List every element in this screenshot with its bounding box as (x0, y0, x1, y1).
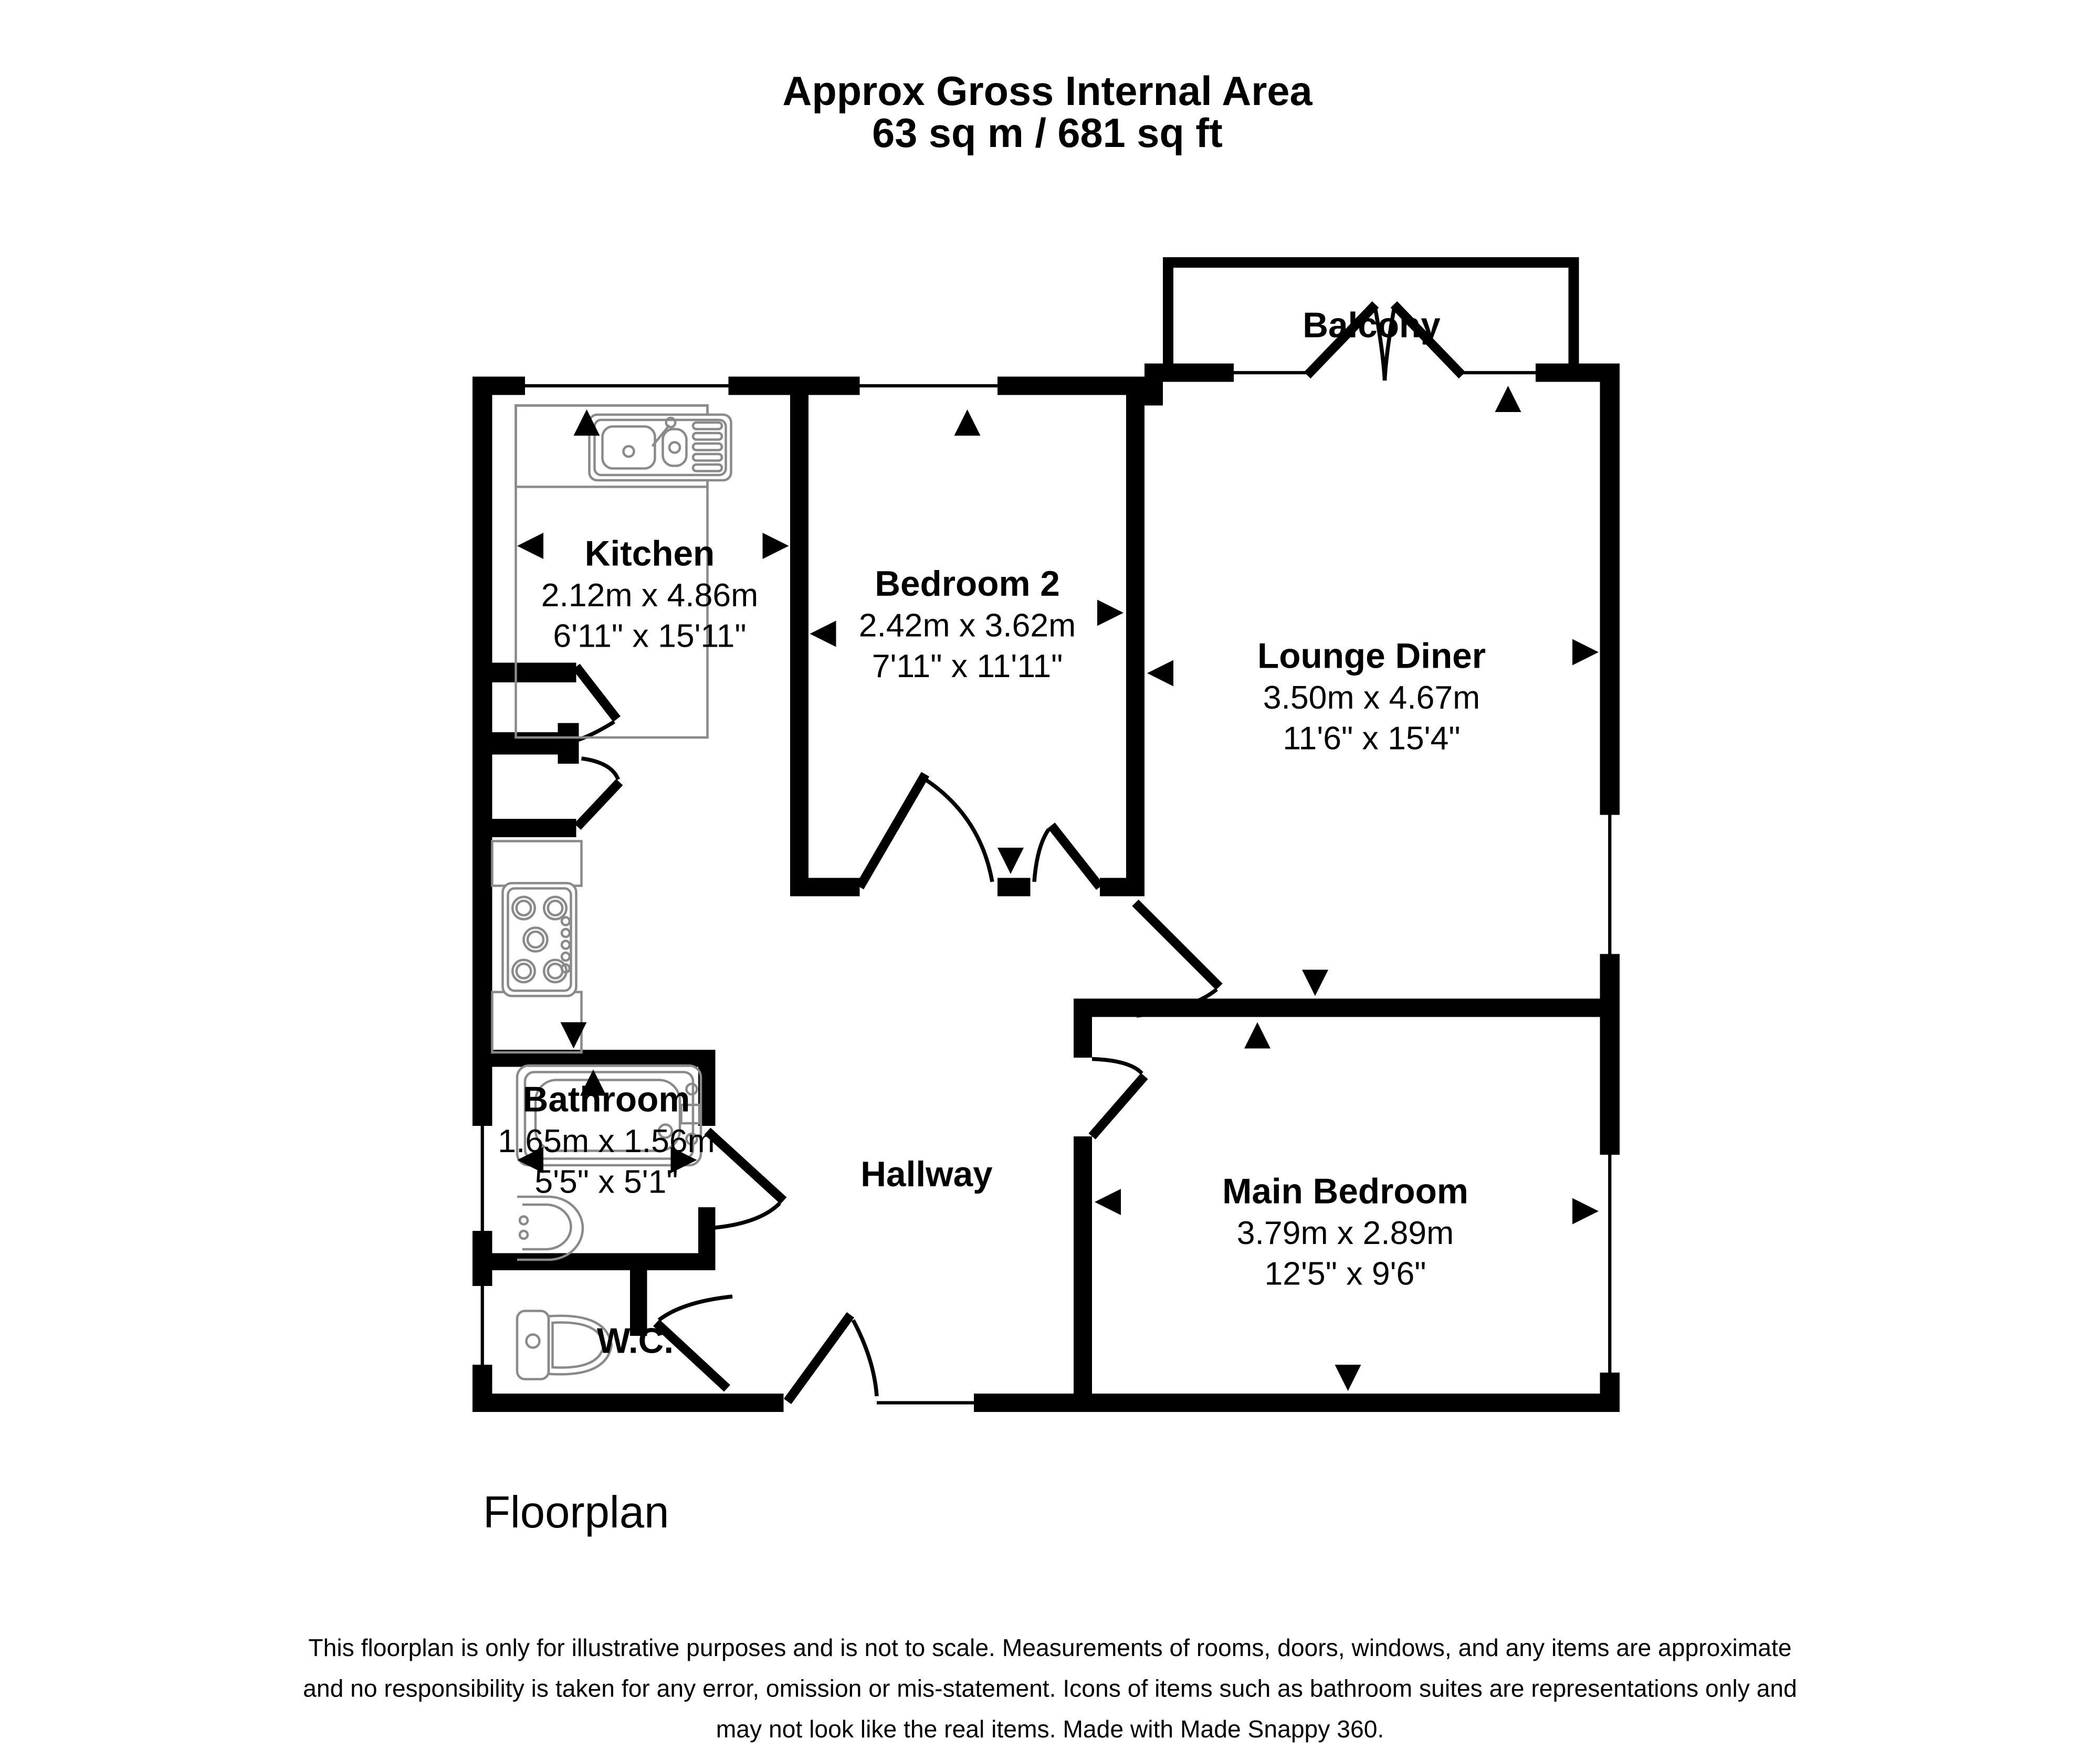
disclaimer-line-1: This floorplan is only for illustrative purposes and is not to scale. Measurements of rooms, doors, windows, and any items are approximate (308, 1634, 1792, 1661)
disclaimer-line-2: and no responsibility is taken for any error, omission or mis-statement. Icons of items such as bathroom suites are representations only and (303, 1674, 1797, 1702)
room-label-balcony (1303, 306, 1441, 345)
kitchen-cupboard-doors (492, 663, 620, 838)
wc-name: W.C. (596, 1321, 674, 1361)
kitchen-name: Kitchen (584, 534, 715, 574)
kitchen-door (860, 774, 993, 887)
kitchen-metric: 2.12m x 4.86m (541, 577, 759, 614)
room-label-wc (597, 1322, 674, 1361)
balcony-window-left (1234, 366, 1307, 379)
lounge-name: Lounge Diner (1257, 636, 1486, 676)
main-bedroom-window (1603, 1155, 1618, 1373)
lounge-imperial: 11'6" x 15'4" (1283, 720, 1461, 757)
room-label-kitchen (541, 534, 758, 655)
room-label-bedroom2 (859, 564, 1076, 684)
hallway-window (877, 1396, 974, 1409)
disclaimer-line-3: may not look like the real items. Made with Made Snappy 360. (716, 1715, 1384, 1743)
bedroom2-imperial: 7'11" x 11'11" (872, 648, 1063, 685)
room-label-lounge (1257, 637, 1486, 757)
room-label-bathroom (498, 1080, 715, 1200)
room-label-hallway (860, 1155, 993, 1194)
gross-internal-area-title (782, 69, 1312, 156)
basin-icon (517, 1197, 583, 1260)
bedroom2-door (1034, 826, 1100, 888)
balcony-name: Balcony (1303, 305, 1441, 345)
room-label-main-bedroom (1222, 1172, 1468, 1292)
hallway-name: Hallway (860, 1155, 993, 1194)
kitchen-window (525, 379, 729, 393)
lounge-window (1603, 815, 1618, 954)
lounge-metric: 3.50m x 4.67m (1263, 679, 1480, 716)
bathroom-name: Bathroom (522, 1080, 690, 1120)
kitchen-sink-icon (590, 415, 731, 480)
main-bedroom-metric: 3.79m x 2.89m (1236, 1215, 1454, 1251)
wc-window (475, 1286, 490, 1365)
hob-icon (503, 883, 576, 996)
title-line-2: 63 sq m / 681 sq ft (872, 111, 1223, 156)
kitchen-imperial: 6'11" x 15'11" (553, 617, 747, 655)
bathroom-imperial: 5'5" x 5'1" (534, 1163, 678, 1200)
main-bedroom-imperial: 12'5" x 9'6" (1264, 1255, 1426, 1292)
bedroom2-window (860, 379, 998, 393)
disclaimer (303, 1634, 1797, 1743)
bedroom2-metric: 2.42m x 3.62m (858, 607, 1076, 644)
main-bedroom-door (1092, 1059, 1144, 1137)
bedroom2-name: Bedroom 2 (875, 564, 1060, 604)
bathroom-window (475, 1126, 490, 1231)
title-line-1: Approx Gross Internal Area (782, 69, 1312, 114)
windows (475, 366, 1617, 1410)
main-bedroom-name: Main Bedroom (1222, 1172, 1468, 1211)
bathroom-metric: 1.65m x 1.56m (498, 1123, 715, 1159)
entrance-door (788, 1315, 877, 1401)
balcony-window-right (1462, 366, 1536, 379)
floorplan-caption: Floorplan (483, 1488, 669, 1537)
bathroom-door (708, 1131, 784, 1228)
